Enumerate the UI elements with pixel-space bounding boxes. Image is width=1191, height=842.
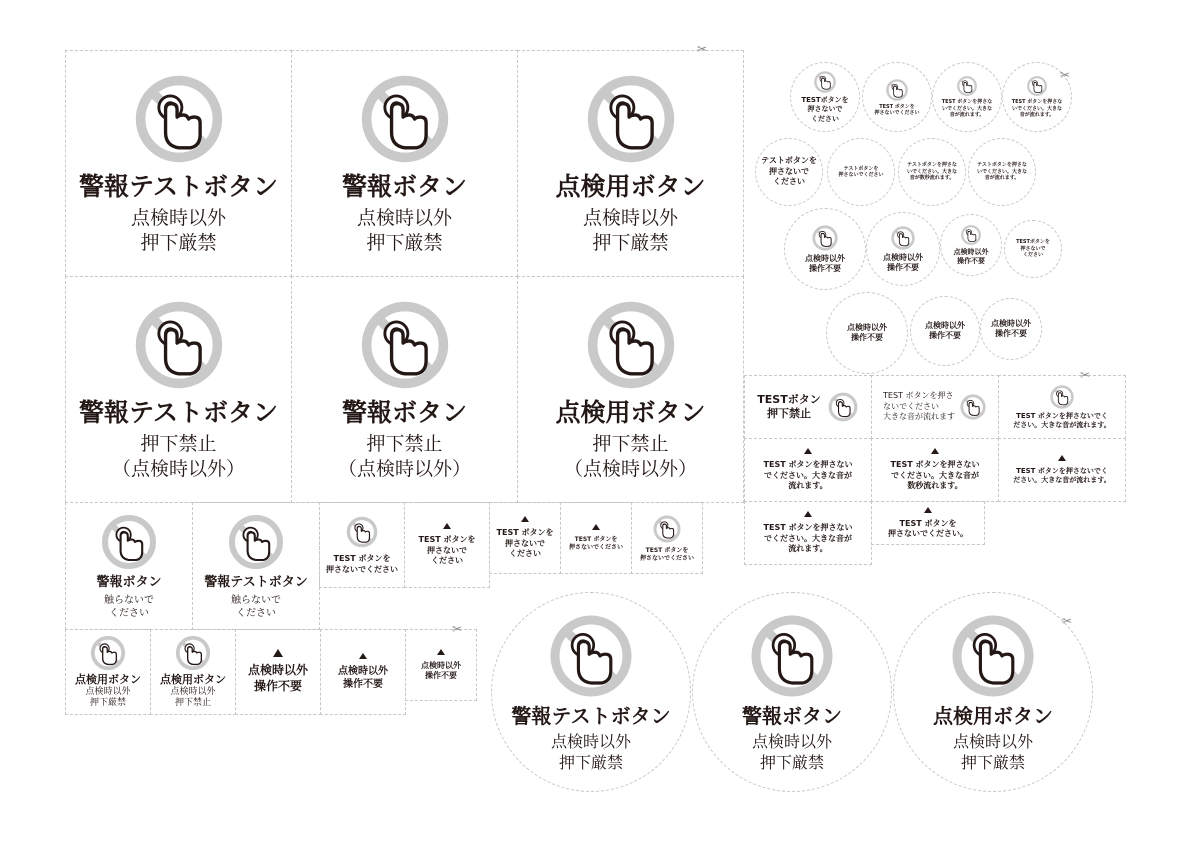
sticker-subtitle: 押下禁止 [592,433,669,456]
no-touch-icon [948,611,1038,701]
sticker-title: 警報ボタン [341,172,467,202]
no-touch-icon [956,75,978,97]
triangle-icon [924,507,932,513]
no-touch-icon [357,71,453,167]
sticker-text: 点検時以外 操作不要 [247,663,308,693]
sticker-title: 点検用ボタン [555,398,706,428]
circle-alarm-test-button [491,592,691,792]
sticker-text: 点検時以外 操作不要 [953,247,989,265]
sticker-text: テストボタンを押さな いでください。大きな 音が流れます。 [976,162,1027,182]
plate-test-loud [871,375,999,439]
sticker-no-operation-a [235,629,321,715]
round-sticker-13 [826,292,908,374]
sticker-text: 点検時以外 操作不要 [847,322,887,342]
no-touch-icon [546,611,636,701]
sticker-text: TEST ボタンを押さない でください。大きな音が 流れます。 [763,523,853,554]
sticker-title: 点検用ボタン [933,703,1053,728]
sticker-text: TEST ボタンを 押さないでください [568,536,623,551]
sticker-title: 点検用ボタン [75,672,141,686]
no-touch-icon [652,514,682,544]
triangle-icon [592,524,600,530]
scissors-icon: ✂ [1080,368,1091,382]
sticker-text: 点検時以外 操作不要 [421,660,461,680]
sticker-subtitle: 押下禁止 [366,433,443,456]
round-sticker-7 [898,138,966,206]
sticker-text: 点検時以外 操作不要 [925,320,965,340]
sticker-subtitle: （点検時以外） [337,457,471,480]
scissors-icon: ✂ [1062,614,1073,628]
sticker-no-operation-b [320,629,406,715]
sticker-subtitle: 点検時以外 押下禁止 [170,686,216,709]
round-sticker-12 [1004,220,1062,278]
sticker-text: TEST ボタンを 押さないで ください [496,528,554,559]
sticker-text: TEST ボタンを 押さないでください [639,546,694,562]
sticker-text: TEST ボタンを 押さないでください。 [888,518,968,538]
no-touch-icon [583,71,679,167]
triangle-icon [443,523,451,529]
sticker-inspection-button-2 [517,276,744,503]
sticker-text: TEST ボタンを 押さないでください [874,103,920,116]
sticker-title: 警報テストボタン [78,398,278,428]
sticker-alarm-button-medium [65,502,193,630]
sticker-text: 点検時以外 操作不要 [338,666,388,690]
scissors-icon: ✂ [452,622,463,636]
triangle-icon [804,511,812,517]
sticker-subtitle: 点検時以外 [130,207,226,230]
no-touch-icon [357,297,453,393]
sticker-text: テストボタンを 押さないでください [838,165,884,178]
no-touch-icon [226,512,286,572]
plate-test-do-not-press [871,501,985,545]
sticker-title: 点検用ボタン [160,672,226,686]
sticker-inspection-small-a [65,629,151,715]
sticker-title: 警報テストボタン [78,172,278,202]
sticker-subtitle: （点検時以外） [111,457,245,480]
scissors-icon: ✂ [697,42,708,56]
no-touch-icon [959,393,987,421]
round-sticker-5 [755,138,823,206]
sticker-subtitle: 触らないで ください [231,594,281,619]
round-sticker-9 [784,208,866,290]
no-touch-icon [583,297,679,393]
circle-alarm-button [692,592,892,792]
round-sticker-14 [910,296,980,366]
plate-test-loud-flow-a [744,438,872,502]
triangle-icon [1058,455,1066,461]
scissors-icon: ✂ [1060,68,1071,82]
round-sticker-8 [968,138,1036,206]
sticker-subtitle: 押下厳禁 [960,752,1025,772]
plate-test-prohibited [744,375,872,439]
sticker-test-button-c [489,502,561,574]
no-touch-icon [99,512,159,572]
sticker-subtitle: 押下厳禁 [366,231,443,254]
round-sticker-2 [862,62,932,132]
sticker-test-button-d [560,502,632,574]
sticker-title: 警報テストボタン [204,575,308,591]
sticker-text: テストボタンを 押さないで ください [761,156,817,187]
no-touch-icon [827,391,859,423]
sticker-text: TEST ボタンを押さない でください。大きな音が 流れます。 [763,460,853,491]
sticker-text: TEST ボタンを押さないでく ださい。大きな音が流れます。 [1013,466,1111,484]
triangle-icon [931,448,939,454]
triangle-icon [804,448,812,454]
no-touch-icon [131,297,227,393]
sticker-text: テストボタンを押さな いでください。大きな 音が数秒流れます。 [906,162,957,182]
sticker-text: TEST ボタンを 押さないでください [326,554,398,574]
sticker-text: TEST ボタンを押さな いでください。大きな 音が流れます。 [941,99,993,119]
no-touch-icon [747,611,837,701]
sticker-test-button-e [631,502,703,574]
sticker-title: 警報テストボタン [511,703,671,728]
round-sticker-3 [932,62,1002,132]
sticker-text: TEST ボタンを押さない でください。大きな音が 数秒流れます。 [890,460,980,491]
plate-test-seconds [871,438,999,502]
sticker-subtitle: 点検時以外 [356,207,452,230]
sticker-no-operation-c [405,629,477,701]
sticker-title: 警報ボタン [742,703,842,728]
sticker-alarm-button-2 [291,276,518,503]
triangle-icon [521,516,529,522]
sticker-inspection-small-b [150,629,236,715]
sticker-subtitle: 押下禁止 [140,433,217,456]
round-sticker-15 [980,298,1042,360]
sticker-title: 警報ボタン [96,575,162,591]
sticker-alarm-test-button-medium [192,502,320,630]
no-touch-icon [813,70,837,94]
triangle-icon [437,649,445,655]
no-touch-icon [811,224,839,252]
sticker-subtitle: 点検時以外 押下厳禁 [85,686,131,709]
no-touch-icon [131,71,227,167]
no-touch-icon [345,515,379,549]
no-touch-icon [174,634,212,672]
sticker-text: 点検時以外 操作不要 [991,318,1031,338]
sticker-text: TEST ボタンを押さ ないでください 大きな音が流れます [883,391,955,422]
no-touch-icon [1026,75,1048,97]
no-touch-icon [89,634,127,672]
sticker-subtitle: 押下厳禁 [140,231,217,254]
plate-test-loud-long-a [998,375,1126,439]
triangle-icon [273,649,283,657]
sticker-title: 警報ボタン [341,398,467,428]
sticker-subtitle: 点検時以外 [582,207,678,230]
sticker-text: TEST ボタンを 押さないで ください [418,535,476,566]
sticker-alarm-button-1 [291,50,518,277]
sticker-subtitle: 押下厳禁 [759,752,824,772]
plate-test-loud-long-b [998,438,1126,502]
sticker-subtitle: 押下厳禁 [592,231,669,254]
sticker-text: TEST ボタンを押さな いでください。大きな 音が流れます。 [1011,99,1063,119]
sticker-text: TESTボタンを 押さないで ください [1016,239,1050,259]
sticker-text: 点検時以外 操作不要 [883,252,923,272]
sticker-text: 点検時以外 操作不要 [805,253,845,273]
sticker-subtitle: 点検時以外 [550,731,631,751]
round-sticker-10 [866,212,940,286]
sticker-subtitle: （点検時以外） [563,457,697,480]
no-touch-icon [890,225,916,251]
sticker-inspection-button-1 [517,50,744,277]
sticker-subtitle: 点検時以外 [751,731,832,751]
sticker-subtitle: 触らないで ください [104,594,154,619]
sticker-title: 点検用ボタン [555,172,706,202]
sticker-test-button-b [404,502,490,588]
sticker-test-button-a [319,502,405,588]
no-touch-icon [1049,384,1075,410]
no-touch-icon [960,224,982,246]
round-sticker-6 [827,138,895,206]
no-touch-icon [885,78,909,102]
sticker-text: TESTボタン 押下禁止 [757,392,821,420]
round-sticker-1 [790,62,860,132]
sticker-alarm-test-button-2 [65,276,292,503]
plate-test-loud-flow-b [744,501,872,565]
sticker-alarm-test-button-1 [65,50,292,277]
sticker-subtitle: 点検時以外 [952,731,1033,751]
sticker-text: TEST ボタンを押さないでく ださい。大きな音が流れます。 [1013,411,1111,429]
round-sticker-11 [940,214,1002,276]
triangle-icon [359,653,367,659]
sticker-subtitle: 押下厳禁 [558,752,623,772]
sticker-text: TESTボタンを 押さないで ください [801,96,849,123]
